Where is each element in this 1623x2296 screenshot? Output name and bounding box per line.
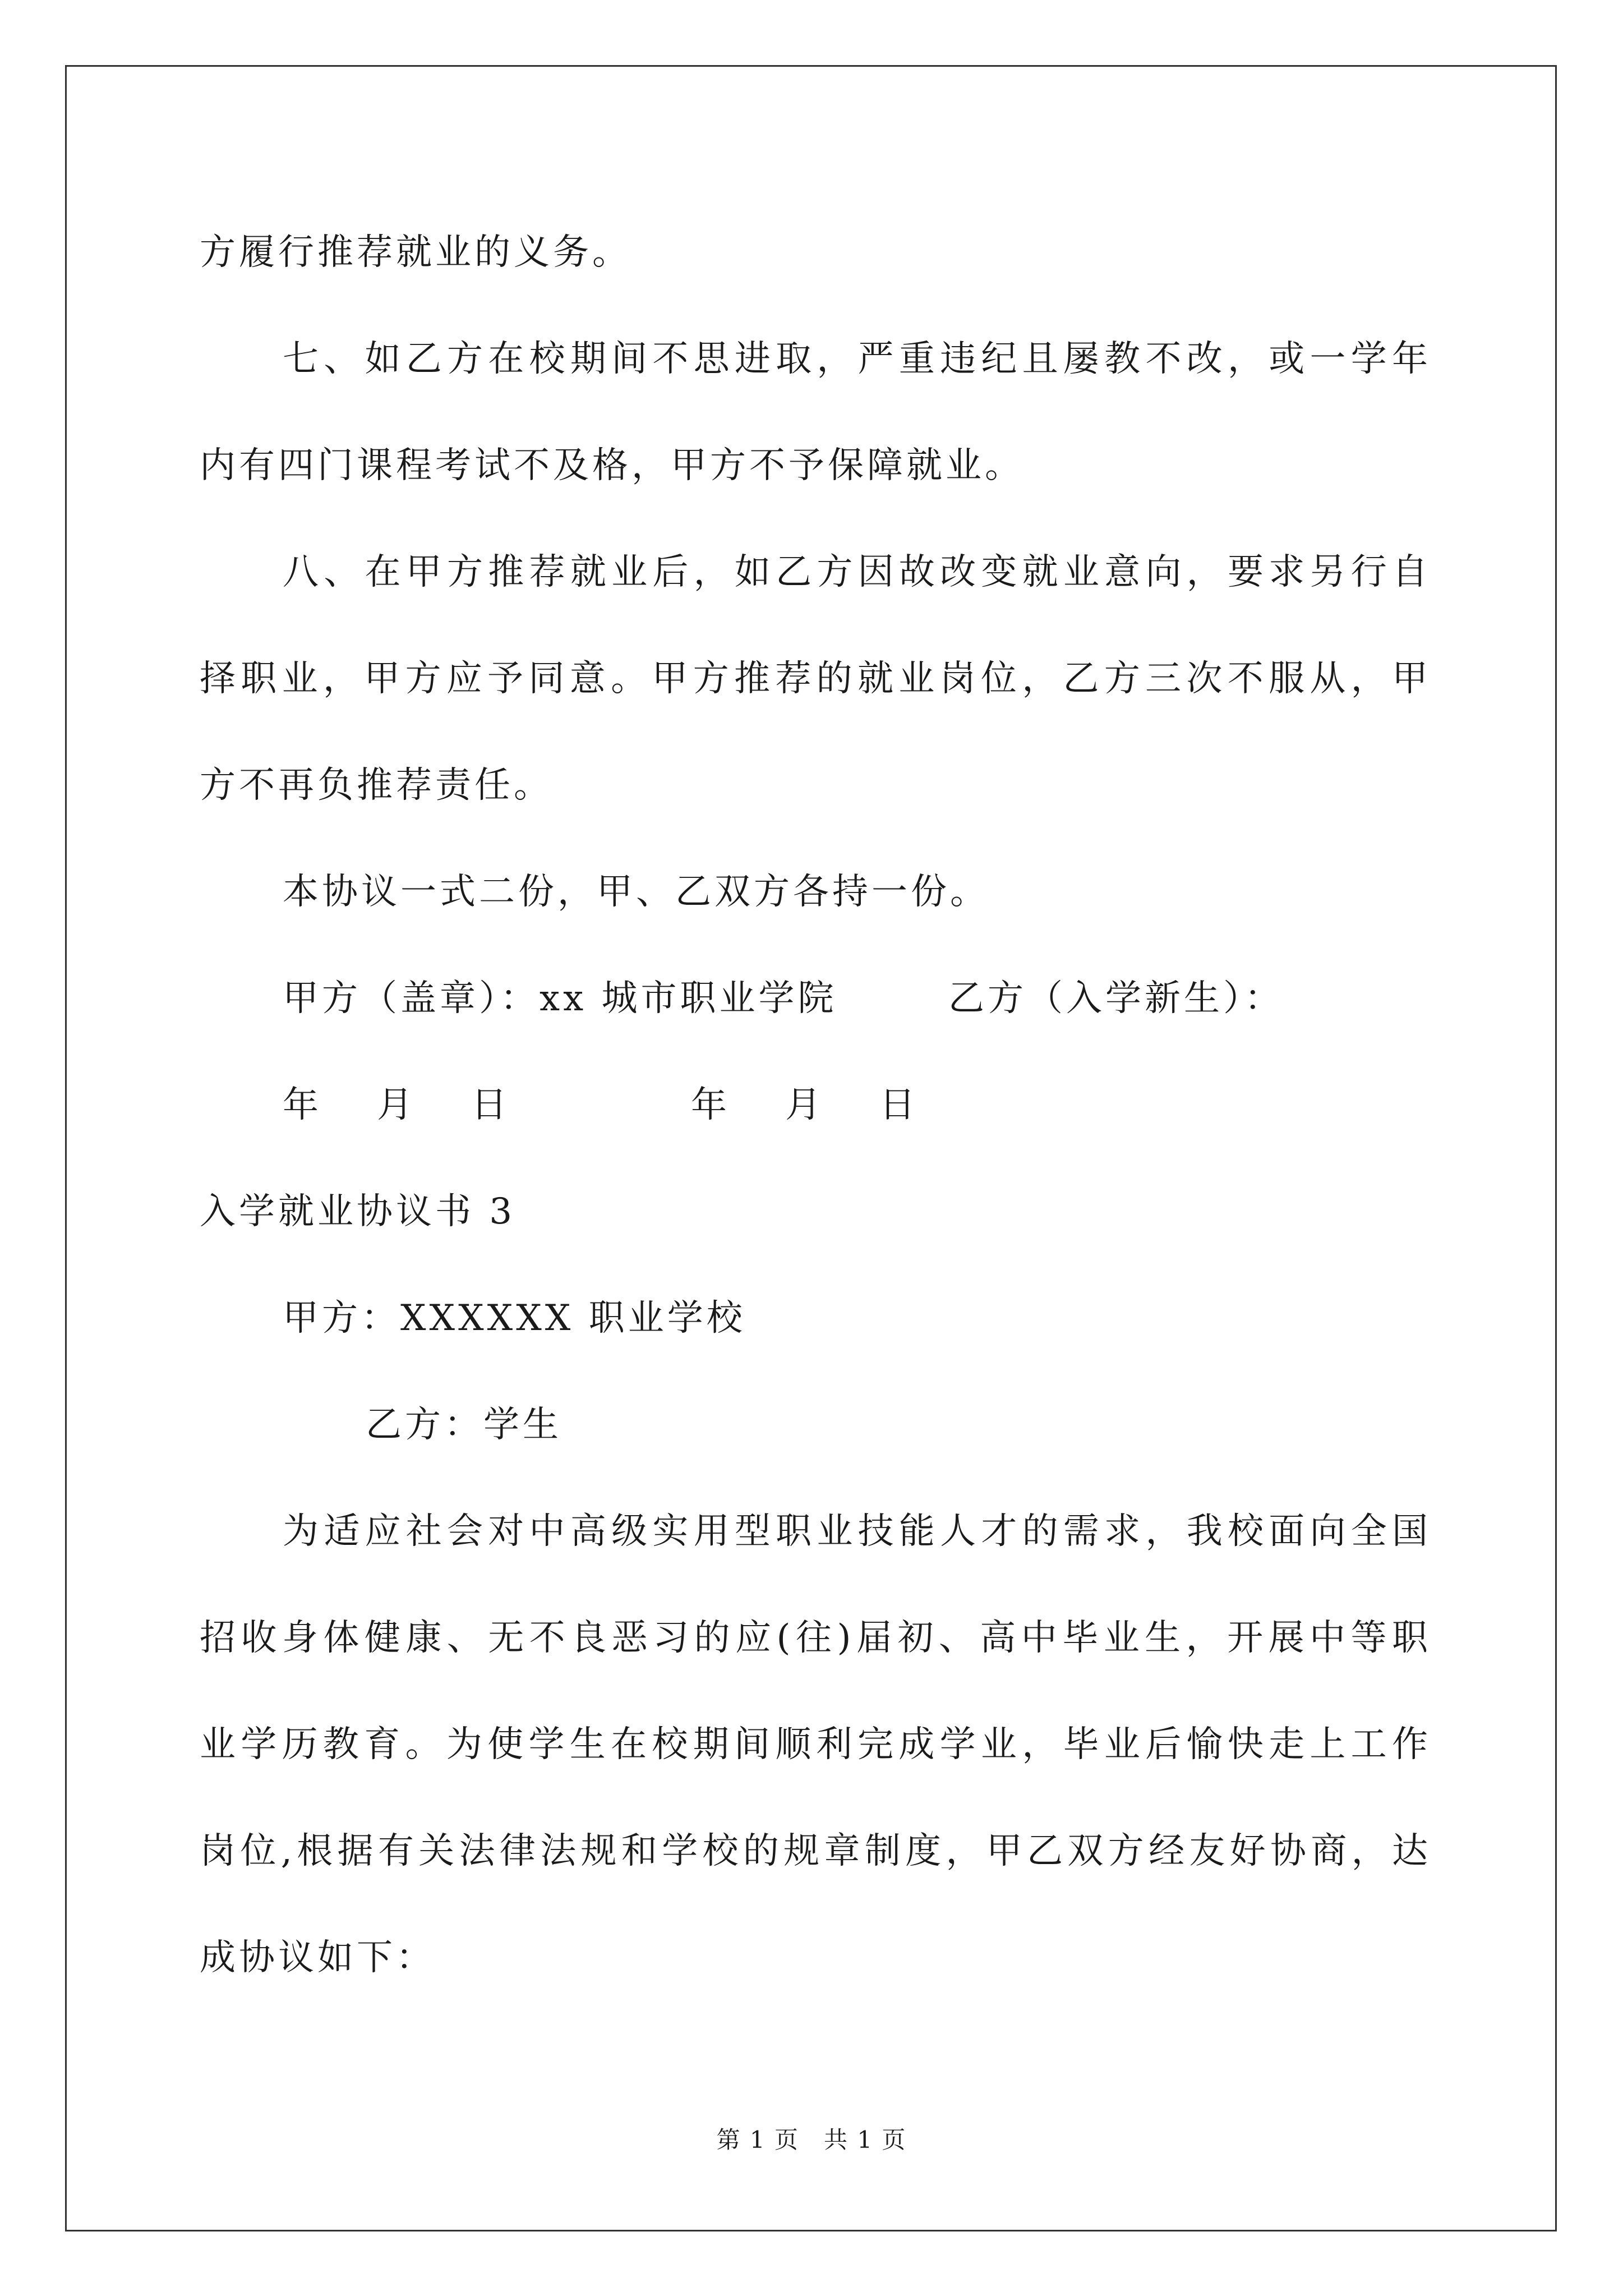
signature-date-b: 年 月 日 [691, 1084, 926, 1126]
signature-party-a: 甲方（盖章）：xx 城市职业学院 [283, 978, 837, 1019]
intro-line: 为适应社会对中高级实用型职业技能人才的需求，我校面向全国 [283, 1511, 1428, 1552]
paragraph-line: 方履行推荐就业的义务。 [200, 232, 631, 273]
paragraph-line: 方不再负推荐责任。 [200, 765, 553, 806]
party-b-line: 乙方：学生 [366, 1404, 562, 1446]
paragraph-line: 择职业，甲方应予同意。甲方推荐的就业岗位，乙方三次不服从，甲 [200, 658, 1428, 700]
signature-date-a: 年 月 日 [283, 1084, 518, 1126]
page-border [65, 65, 1557, 2231]
party-a-line: 甲方：XXXXXX 职业学校 [283, 1297, 746, 1339]
paragraph-line: 本协议一式二份，甲、乙双方各持一份。 [283, 871, 989, 913]
intro-line: 招收身体健康、无不良恶习的应(往)届初、高中毕业生，开展中等职 [200, 1617, 1428, 1659]
paragraph-line: 内有四门课程考试不及格，甲方不予保障就业。 [200, 445, 1024, 486]
intro-line: 岗位,根据有关法律法规和学校的规章制度，甲乙双方经友好协商，达 [200, 1830, 1428, 1872]
intro-line: 成协议如下： [200, 1937, 435, 1978]
paragraph-line: 八、在甲方推荐就业后，如乙方因故改变就业意向，要求另行自 [283, 551, 1428, 593]
intro-line: 业学历教育。为使学生在校期间顺利完成学业，毕业后愉快走上工作 [200, 1724, 1428, 1765]
signature-party-b: 乙方（入学新生）： [948, 978, 1284, 1019]
paragraph-line: 七、如乙方在校期间不思进取，严重违纪且屡教不改，或一学年 [283, 338, 1428, 380]
page-number: 第 1 页 共 1 页 [716, 2126, 907, 2154]
section-title: 入学就业协议书 3 [200, 1191, 516, 1232]
